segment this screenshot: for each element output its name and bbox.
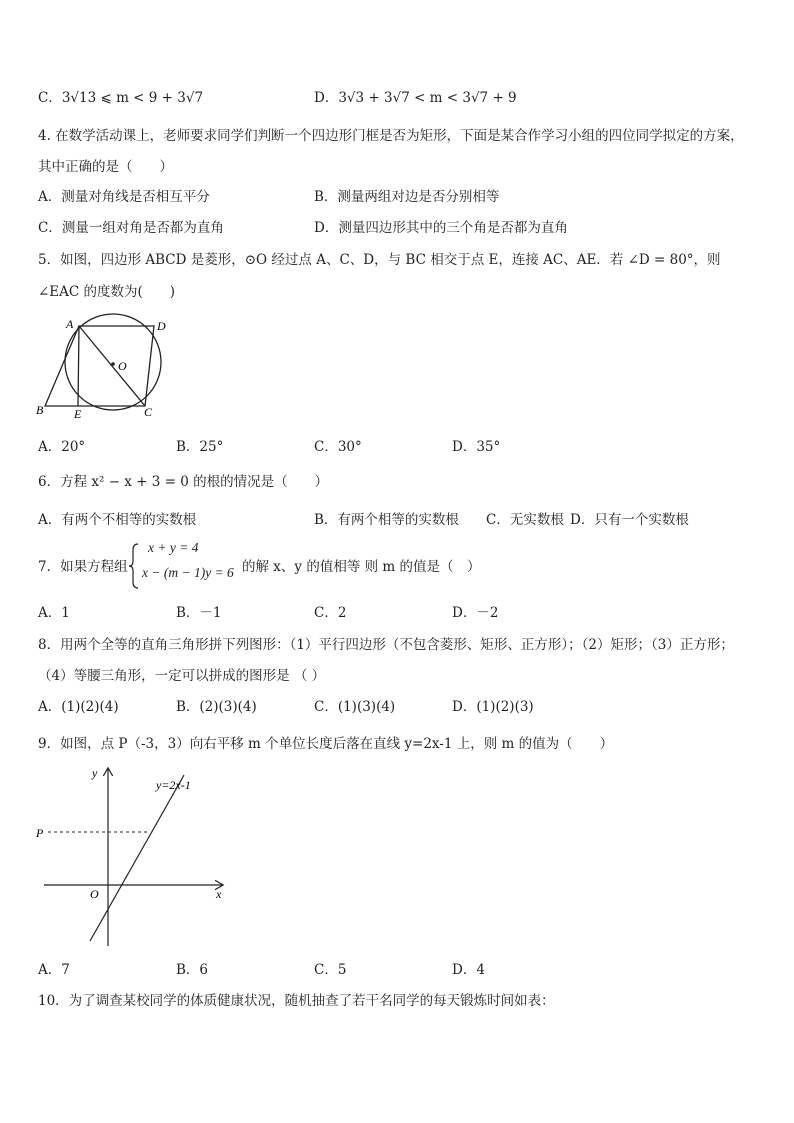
label-c: C <box>144 405 153 419</box>
label-line: y=2x-1 <box>156 778 191 792</box>
label-x-axis: x <box>216 887 222 901</box>
rhombus-abcd <box>45 326 154 406</box>
q6-option-d: D．只有一个实数根 <box>570 512 689 528</box>
q7-option-d: D．－2 <box>452 605 499 621</box>
q7-equation-2: x − (m − 1)y = 6 <box>142 565 234 580</box>
q6-option-a: A．有两个不相等的实数根 <box>38 512 197 528</box>
label-origin: O <box>90 887 99 901</box>
center-dot <box>111 362 115 366</box>
q8-stem-line1: 8．用两个全等的直角三角形拼下列图形：（1）平行四边形（不包含菱形、矩形、正方形）；（2）矩形；（3）正方形； <box>38 637 734 653</box>
q5-option-a: A．20° <box>38 439 86 455</box>
q9-option-b: B．6 <box>176 962 209 978</box>
q8-option-d: D．(1)(2)(3) <box>452 699 534 715</box>
q4-stem-line1: 4. 在数学活动课上，老师要求同学们判断一个四边形门框是否为矩形，下面是某合作学习小组的四位同学拟定的方案， <box>38 128 744 144</box>
q7-equation-1: x + y = 4 <box>148 540 199 555</box>
q8-option-a: A．(1)(2)(4) <box>38 699 119 715</box>
q3-option-d: D．3√3 + 3√7 < m < 3√7 + 9 <box>314 90 517 106</box>
segment-ac <box>79 326 145 406</box>
label-e: E <box>74 407 82 421</box>
q3-option-c: C．3√13 ⩽ m < 9 + 3√7 <box>38 90 204 106</box>
q6-stem: 6．方程 x² − x + 3 = 0 的根的情况是（ ） <box>38 474 329 490</box>
q9-option-d: D．4 <box>452 962 485 978</box>
q6-option-c: C．无实数根 <box>486 512 564 528</box>
label-d: D <box>157 319 166 333</box>
q7-option-c: C．2 <box>314 605 347 621</box>
q9-option-c: C．5 <box>314 962 347 978</box>
q4-option-c: C．测量一组对角是否都为直角 <box>38 220 224 236</box>
q4-option-b: B．测量两组对边是否分别相等 <box>314 189 500 205</box>
q7-option-a: A．1 <box>38 605 70 621</box>
q5-option-c: C．30° <box>314 439 362 455</box>
q7-option-b: B．－1 <box>176 605 222 621</box>
q5-option-d: D．35° <box>452 439 501 455</box>
label-point-p: P <box>36 826 44 840</box>
label-y-axis: y <box>92 766 98 780</box>
q7-brace <box>128 543 140 589</box>
q9-figure <box>34 763 234 953</box>
q7-suffix: 的解 x、y 的值相等 则 m 的值是（ ） <box>242 559 481 575</box>
q8-option-b: B．(2)(3)(4) <box>176 699 257 715</box>
q4-stem-line2: 其中正确的是（ ） <box>38 159 173 175</box>
q7-prefix: 7．如果方程组 <box>38 559 128 575</box>
q5-stem-line1: 5．如图，四边形 ABCD 是菱形，⊙O 经过点 A、C、D，与 BC 相交于点 E，连接 AC、AE．若 ∠D = 80°，则 <box>38 252 721 268</box>
q5-stem-line2: ∠EAC 的度数为( ) <box>38 284 176 300</box>
q8-stem-line2: （4）等腰三角形，一定可以拼成的图形是 （ ） <box>38 668 326 684</box>
q9-stem: 9．如图，点 P（-3，3）向右平移 m 个单位长度后落在直线 y=2x-1 上，则 m 的值为（ ） <box>38 736 614 752</box>
q6-option-b: B．有两个相等的实数根 <box>314 512 459 528</box>
line-y-2x-1 <box>90 775 184 941</box>
q4-option-a: A．测量对角线是否相互平分 <box>38 189 210 205</box>
label-a: A <box>66 317 74 331</box>
segment-ae <box>78 326 79 406</box>
q4-option-d: D．测量四边形其中的三个角是否都为直角 <box>314 220 568 236</box>
q9-option-a: A．7 <box>38 962 70 978</box>
q10-stem: 10．为了调查某校同学的体质健康状况，随机抽查了若干名同学的每天锻炼时间如表： <box>38 993 555 1009</box>
q8-option-c: C．(1)(3)(4) <box>314 699 396 715</box>
q5-option-b: B．25° <box>176 439 224 455</box>
q5-figure <box>34 312 174 422</box>
label-b: B <box>36 403 44 417</box>
label-o: O <box>118 359 127 373</box>
